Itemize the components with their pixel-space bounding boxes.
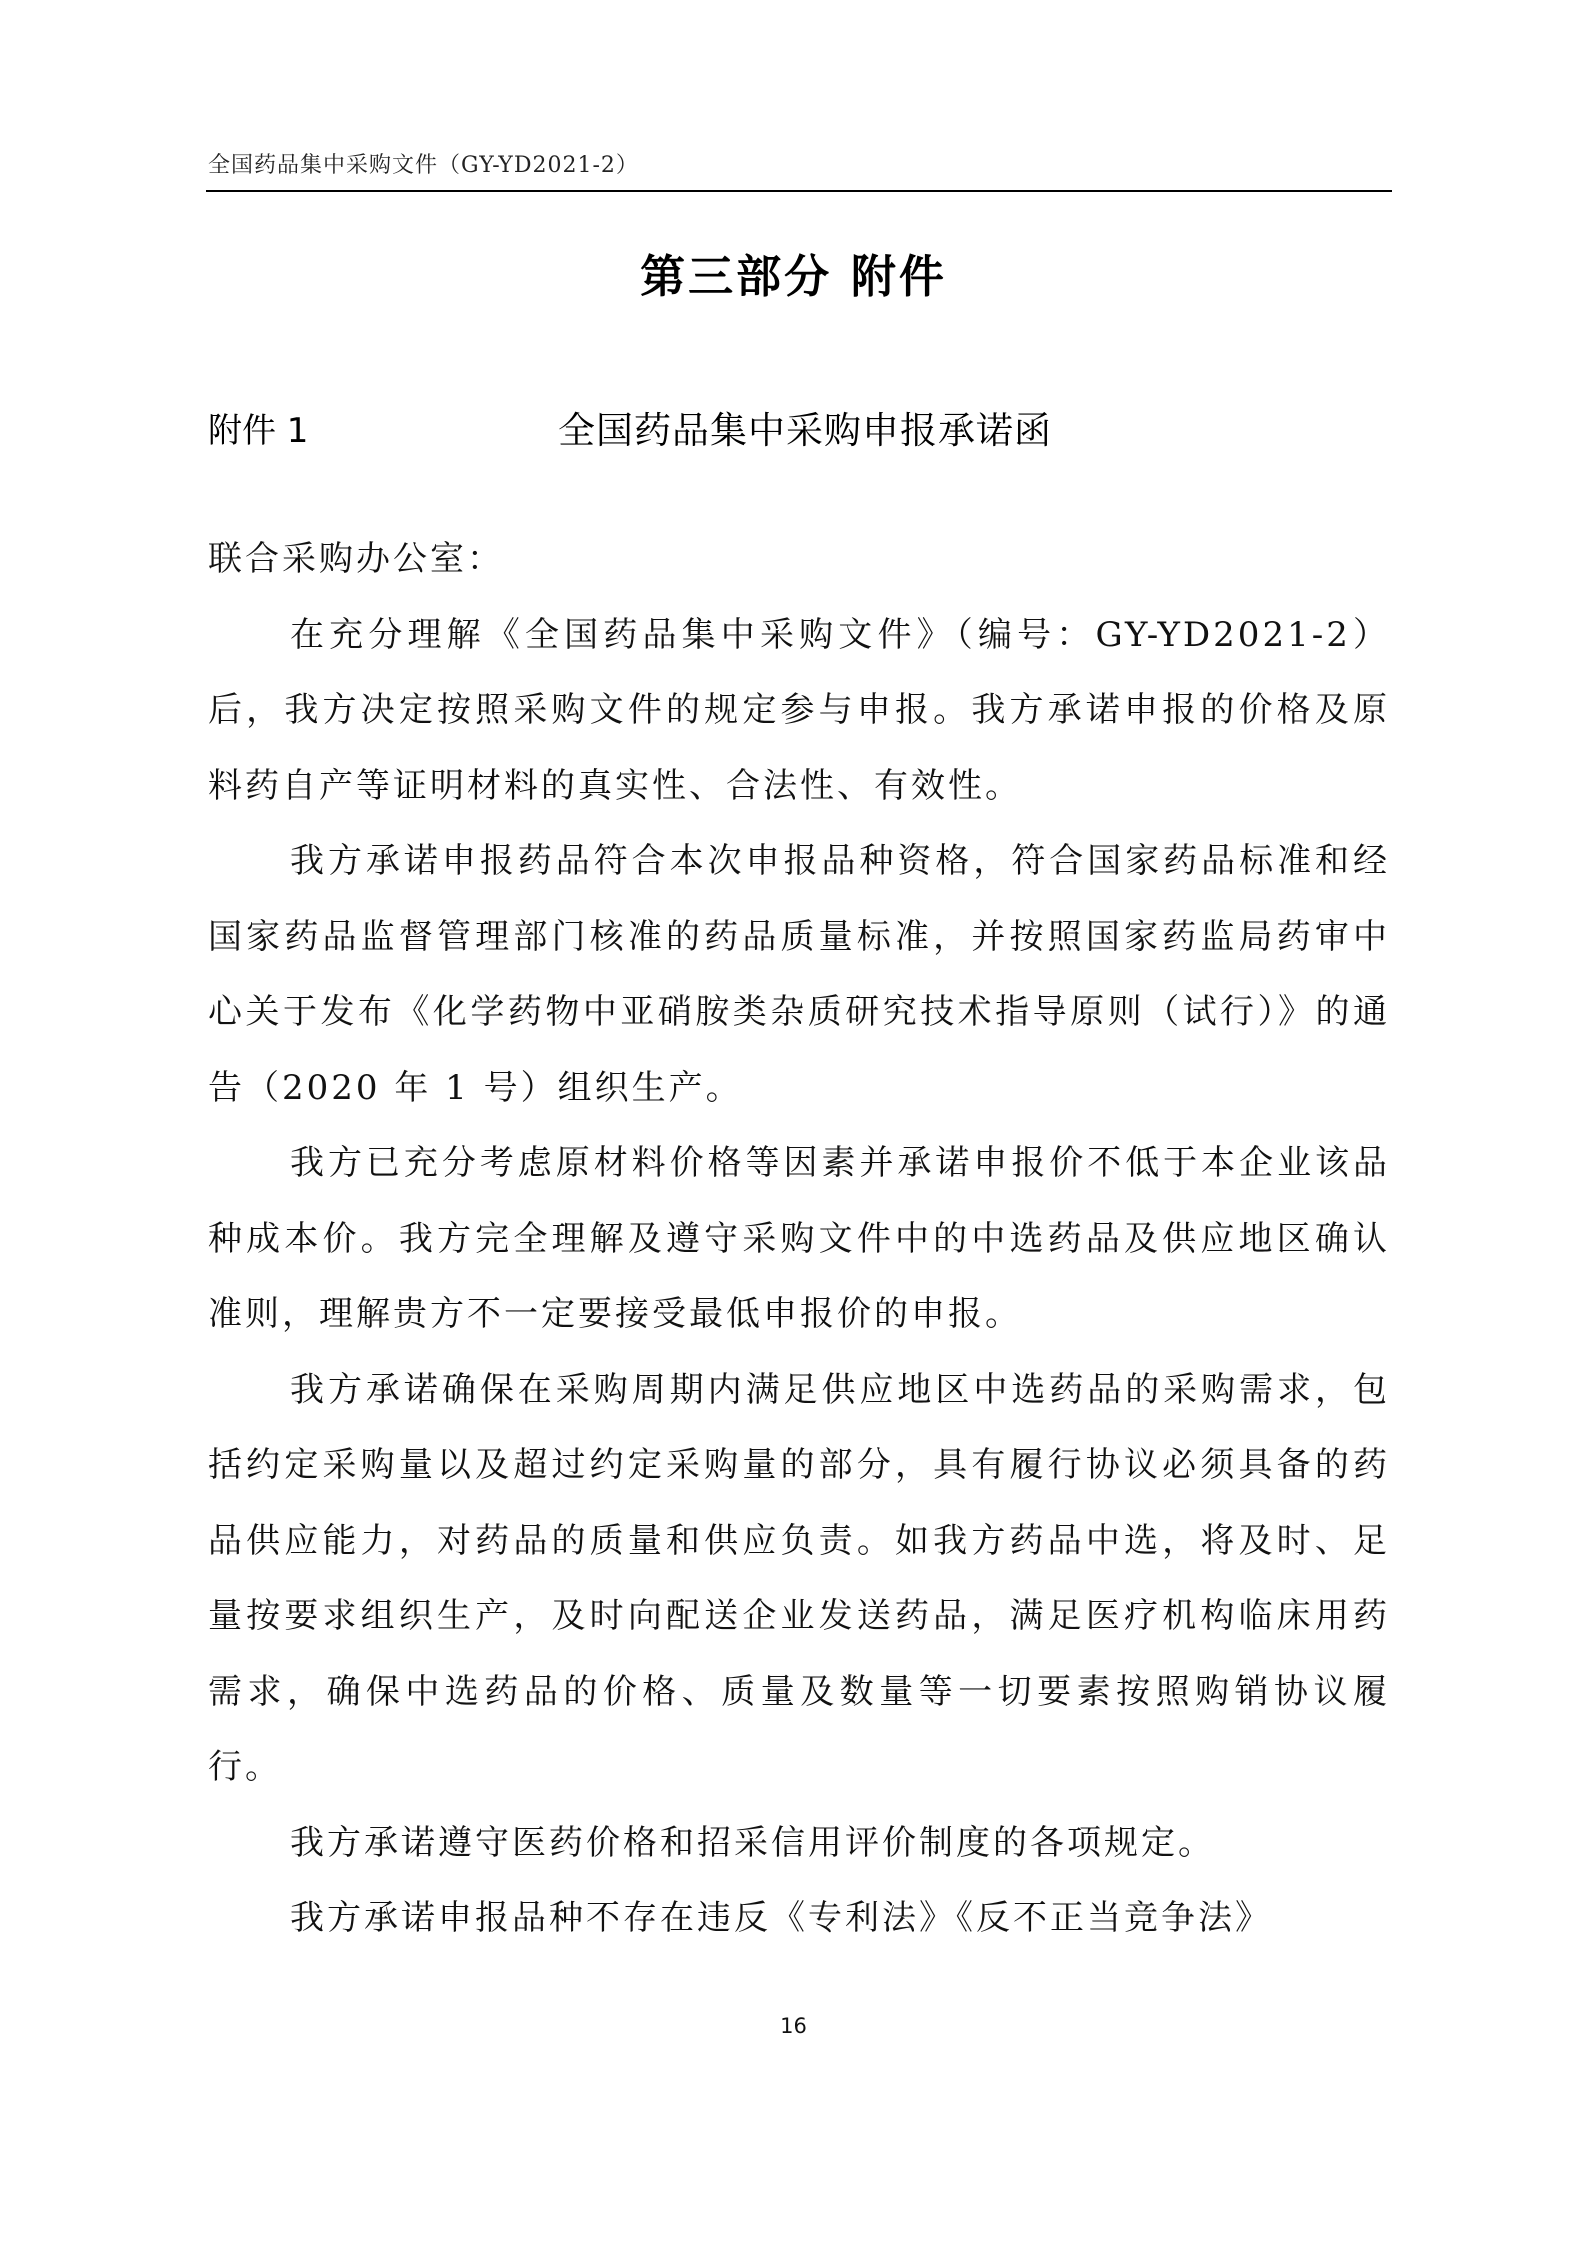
paragraph-quality-standard: 我方承诺申报药品符合本次申报品种资格，符合国家药品标准和经国家药品监督管理部门核准的药品质量标准，并按照国家药监局药审中心关于发布《化学药物中亚硝胺类杂质研究技术指导原则（试行）》的通告（2020 年 1 号）组织生产。: [208, 841, 1390, 1108]
running-header: 全国药品集中采购文件（GY-YD2021-2）: [208, 153, 639, 178]
page-number: 16: [780, 2014, 807, 2038]
paragraph-credit: 我方承诺遵守医药价格和招采信用评价制度的各项规定。: [290, 1822, 1215, 1863]
paragraph-supply: 我方承诺确保在采购周期内满足供应地区中选药品的采购需求，包括约定采购量以及超过约定采购量的部分，具有履行协议必须具备的药品供应能力，对药品的质量和供应负责。如我方药品中选，将及时、足量按要求组织生产，及时向配送企业发送药品，满足医疗机构临床用药需求，确保中选药品的价格、质量及数量等一切要素按照购销协议履行。: [208, 1369, 1390, 1787]
annex-label: 附件 1: [208, 411, 309, 451]
salutation: 联合采购办公室：: [208, 539, 504, 579]
part-title: 第三部分 附件: [640, 250, 947, 303]
paragraph-understanding: 在充分理解《全国药品集中采购文件》（编号：GY-YD2021-2）后，我方决定按照采购文件的规定参与申报。我方承诺申报的价格及原料药自产等证明材料的真实性、合法性、有效性。: [208, 614, 1390, 806]
letter-body: [208, 522, 1390, 1957]
annex-title: 全国药品集中采购申报承诺函: [558, 409, 1052, 452]
paragraph-patent: 我方承诺申报品种不存在违反《专利法》《反不正当竞争法》: [290, 1898, 1272, 1938]
paragraph-pricing: 我方已充分考虑原材料价格等因素并承诺申报价不低于本企业该品种成本价。我方完全理解及遵守采购文件中的中选药品及供应地区确认准则，理解贵方不一定要接受最低申报价的申报。: [208, 1143, 1390, 1334]
header-rule: [206, 190, 1392, 192]
